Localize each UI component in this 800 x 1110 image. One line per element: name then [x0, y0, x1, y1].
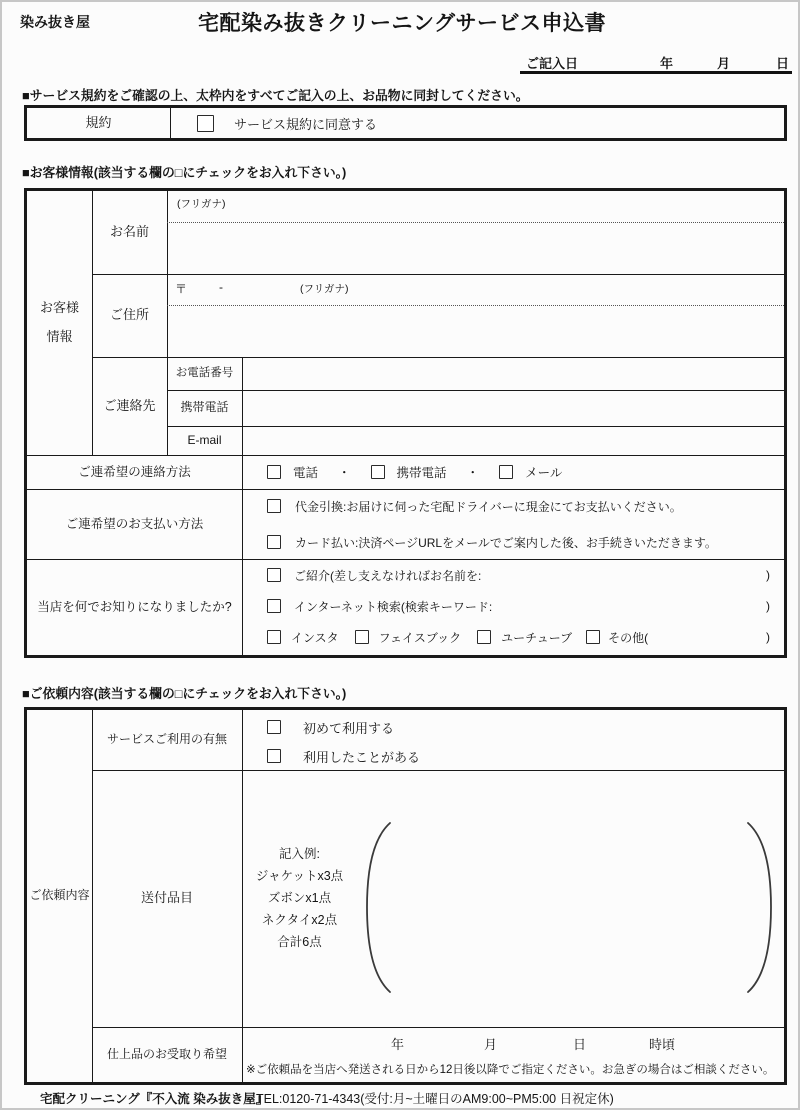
items-label: 送付品目	[140, 890, 193, 906]
customer-group-label	[27, 191, 92, 455]
pickup-note: ※ご依頼品を当店へ発送される日から12日後以降でご指定ください。お急ぎの場合はご相談ください。	[246, 1064, 775, 1076]
date-day-unit: 日	[775, 56, 789, 71]
mobile-label: 携帯電話	[180, 400, 229, 415]
items-example-line: 合計6点	[277, 935, 322, 949]
option-separator: ・	[466, 466, 480, 480]
contact-mail-checkbox[interactable]	[499, 465, 513, 479]
shop-logo: 染み抜き屋	[20, 14, 90, 30]
contact-mobile-option: 携帯電話	[396, 466, 447, 480]
name-furigana-label: (フリガナ)	[177, 198, 226, 210]
referral-intro-option: ご紹介(差し支えなければお名前を:	[294, 568, 482, 583]
referral-other-option: その他(	[608, 630, 649, 645]
close-paren: )	[766, 599, 770, 613]
request-table	[24, 707, 787, 1085]
contact-phone-checkbox[interactable]	[267, 465, 281, 479]
address-furigana-label: (フリガナ)	[300, 283, 349, 295]
customer-section-heading: ■お客様情報(該当する欄の□にチェックをお入れ下さい。)	[22, 165, 347, 180]
email-label: E-mail	[187, 432, 222, 447]
payment-cod-option: 代金引換:お届けに伺った宅配ドライバーに現金にてお支払いください。	[295, 499, 682, 514]
footer-shop-name: 宅配クリーニング『不入流 染み抜き屋』	[40, 1092, 269, 1106]
customer-group-line1: お客様	[39, 300, 79, 316]
entry-date-field[interactable]	[520, 49, 792, 74]
terms-table	[24, 105, 787, 141]
footer-tel-info: TEL:0120-71-4343(受付:月~土曜日のAM9:00~PM5:00 日祝定休)	[256, 1092, 614, 1106]
referral-facebook-checkbox[interactable]	[355, 630, 369, 644]
contact-mobile-checkbox[interactable]	[371, 465, 385, 479]
pickup-label: 仕上品のお受取り希望	[106, 1046, 227, 1061]
payment-cod-checkbox[interactable]	[267, 499, 281, 513]
referral-search-option: インターネット検索(検索キーワード:	[294, 599, 493, 614]
pickup-time-unit: 時頃	[649, 1037, 676, 1052]
usage-first-time-option: 初めて利用する	[303, 720, 395, 736]
form-title: 宅配染み抜きクリーニングサービス申込書	[197, 12, 607, 35]
referral-other-checkbox[interactable]	[586, 630, 600, 644]
referral-facebook-option: フェイスブック	[378, 630, 462, 645]
close-paren: )	[766, 568, 770, 582]
pickup-day-unit: 日	[573, 1037, 587, 1052]
address-row-label: ご住所	[109, 307, 149, 323]
customer-group-line2: 情報	[46, 329, 73, 344]
usage-repeat-checkbox[interactable]	[267, 749, 281, 763]
usage-repeat-option: 利用したことがある	[303, 749, 421, 765]
payment-method-label: ご連希望のお支払い方法	[65, 516, 204, 531]
name-row-label: お名前	[109, 224, 149, 240]
contact-method-label: ご連希望の連絡方法	[78, 464, 191, 479]
items-example-line: ネクタイx2点	[261, 913, 338, 927]
email-input-area[interactable]	[243, 426, 783, 454]
terms-agree-checkbox[interactable]	[197, 115, 214, 132]
items-example-line: 記入例:	[279, 847, 320, 861]
phone-label: お電話番号	[175, 367, 234, 380]
pickup-month-unit: 月	[484, 1037, 498, 1052]
items-example-line: ズボンx1点	[267, 891, 332, 905]
payment-card-option: カード払い:決済ページURLをメールでご案内した後、お手続きいただきます。	[295, 535, 717, 550]
date-year-unit: 年	[660, 56, 674, 71]
customer-info-table	[24, 188, 787, 658]
referral-youtube-checkbox[interactable]	[477, 630, 491, 644]
pickup-year-unit: 年	[391, 1037, 405, 1052]
date-month-unit: 月	[717, 56, 731, 71]
phone-input-area[interactable]	[243, 357, 783, 389]
referral-search-checkbox[interactable]	[267, 599, 281, 613]
postal-mark: 〒	[175, 282, 188, 296]
referral-instagram-checkbox[interactable]	[267, 630, 281, 644]
terms-agree-label: サービス規約に同意する	[234, 116, 378, 132]
payment-card-checkbox[interactable]	[267, 535, 281, 549]
referral-youtube-option: ユーチューブ	[501, 630, 573, 645]
contact-phone-option: 電話	[293, 466, 319, 480]
right-paren-bracket	[737, 820, 781, 995]
items-example	[242, 843, 357, 953]
contact-mail-option: メール	[525, 466, 563, 480]
date-label: ご記入日	[526, 56, 579, 71]
address-input-area[interactable]	[168, 306, 783, 356]
close-paren: )	[766, 630, 770, 644]
name-input-area[interactable]	[168, 223, 783, 273]
contact-group-label: ご連絡先	[103, 397, 156, 413]
referral-label: 当店を何でお知りになりましたか?	[37, 599, 232, 614]
postal-dash: -	[219, 280, 223, 294]
mobile-input-area[interactable]	[243, 390, 783, 425]
items-entry-area[interactable]	[379, 822, 734, 992]
notice-line: ■サービス規約をご確認の上、太枠内をすべてご記入の上、お品物に同封してください。	[22, 88, 529, 103]
referral-intro-checkbox[interactable]	[267, 568, 281, 582]
usage-label: サービスご利用の有無	[106, 732, 227, 747]
usage-first-time-checkbox[interactable]	[267, 720, 281, 734]
request-section-heading: ■ご依頼内容(該当する欄の□にチェックをお入れ下さい。)	[22, 686, 347, 701]
request-group-label: ご依頼内容	[29, 888, 90, 903]
pickup-date-entry-area[interactable]	[243, 1028, 783, 1060]
items-example-line: ジャケットx3点	[255, 869, 344, 883]
option-separator: ・	[338, 466, 351, 480]
referral-instagram-option: インスタ	[291, 630, 339, 645]
terms-label: 規約	[85, 114, 112, 130]
grid-line	[92, 274, 784, 275]
